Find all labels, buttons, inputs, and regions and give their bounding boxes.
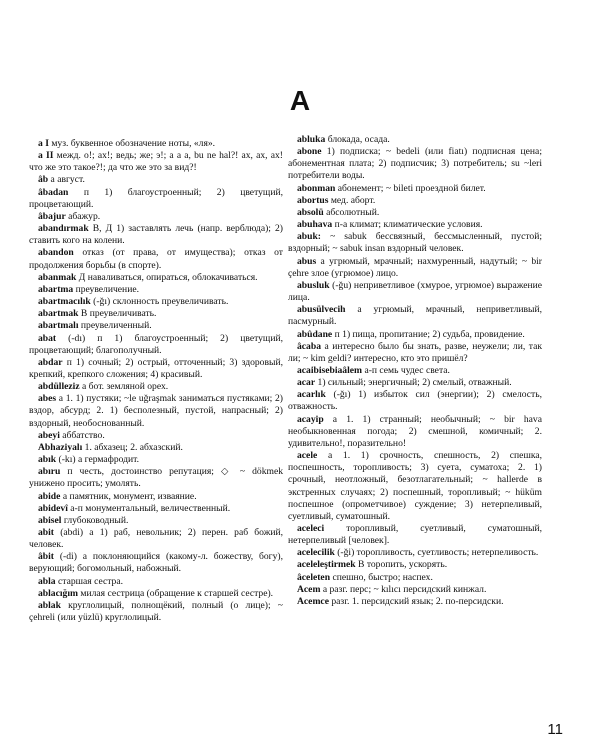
entry-definition: (-ğı) 1) избыток сил (энергии); 2) смелость, отважность. xyxy=(288,389,542,413)
entry-definition: (-ğu) неприветливое (хмурое, угрюмое) выражение лица. xyxy=(288,279,542,304)
dictionary-entry xyxy=(288,523,542,547)
entry-definition: круглолицый, полнощёкий, полный (о лице); ~ çehreli (или yüzlü) круглолицый. xyxy=(29,599,283,624)
entry-definition: абонемент; ~ bileti проездной билет. xyxy=(337,182,486,194)
entry-headword: âbadan xyxy=(38,186,69,198)
dictionary-entry xyxy=(29,430,283,442)
entry-definition: отказ (от права, от имущества); отказ от продолжения борьбы (в спорте). xyxy=(29,247,283,271)
dictionary-entry xyxy=(29,150,283,174)
dictionary-entry xyxy=(29,333,283,357)
dictionary-entry xyxy=(29,247,283,271)
entry-headword: Acemce xyxy=(297,595,329,607)
dictionary-entry xyxy=(288,389,542,413)
entry-headword: abat xyxy=(38,332,57,344)
dictionary-entry xyxy=(29,491,283,503)
entry-headword: abit xyxy=(38,527,54,538)
entry-definition: а интересно было бы знать, разве, неужели; ли, так ли; ~ kim geldi? интересно, кто это пришёл? xyxy=(288,340,542,364)
entry-definition: а-п монументальный, величественный. xyxy=(70,502,231,514)
dictionary-entry xyxy=(29,357,283,381)
entry-definition: (-ği) торопливость, суетливость; нетерпеливость. xyxy=(337,547,539,559)
entry-headword: abes xyxy=(38,393,57,405)
entry-definition: (abdi) а 1) раб, невольник; 2) перен. раб божий, человек. xyxy=(29,527,284,551)
dictionary-entry xyxy=(288,219,542,231)
dictionary-entry xyxy=(29,515,283,527)
dictionary-entry xyxy=(29,442,283,454)
entry-headword: abla xyxy=(38,575,56,587)
dictionary-entry xyxy=(29,381,283,393)
entry-definition: (-di) а поклоняющийся (какому-л. божеству, богу), верующий; богомольный, набожный. xyxy=(29,551,283,575)
entry-definition: п 1) сочный; 2) острый, отточенный; 3) здоровый, крепкий, крепкого сложения; 4) красивый. xyxy=(29,356,283,380)
dictionary-entry xyxy=(288,329,542,341)
entry-definition: а угрюмый, мрачный; нахмуренный, надутый; ~ bir çehre злое (угрюмое) лицо. xyxy=(288,255,542,279)
entry-headword: abıru xyxy=(38,466,61,478)
entry-headword: abandırmak xyxy=(38,223,89,235)
entry-headword: aceleleştirmek xyxy=(297,559,356,571)
entry-headword: acarlık xyxy=(297,389,326,401)
entry-headword: abuk: xyxy=(297,231,321,243)
dictionary-entry xyxy=(288,365,542,377)
entry-definition: 1. абхазец; 2. абхазский. xyxy=(84,441,183,453)
entry-definition: ~ sabuk бессвязный, бессмысленный, пустой; вздорный; ~ sabuk insan вздорный человек. xyxy=(288,231,543,255)
entry-definition: старшая сестра. xyxy=(58,575,123,587)
entry-definition: 1) сильный; энергичный; 2) смелый, отважный. xyxy=(317,377,512,389)
entry-headword: abide xyxy=(38,490,61,502)
entry-headword: Acem xyxy=(297,583,321,595)
entry-definition: В торопить, ускорять. xyxy=(358,559,448,571)
dictionary-entry xyxy=(29,600,283,624)
dictionary-entry xyxy=(29,466,283,490)
entry-definition: глубоководный. xyxy=(63,514,129,526)
entry-headword: abartma xyxy=(38,283,74,295)
dictionary-entry xyxy=(29,308,283,320)
entry-headword: abluka xyxy=(297,134,326,145)
entry-definition: межд. о!; ах!; ведь; же; э!; а а а, bu ne hal?! ах, ах, ах! что же это такое?!; да что же это за вид?! xyxy=(29,150,283,174)
entry-definition: блокада, осада. xyxy=(327,134,390,145)
dictionary-entry xyxy=(288,414,542,450)
entry-definition: муз. буквенное обозначение ноты, «ля». xyxy=(51,138,216,149)
dictionary-entry xyxy=(288,377,542,389)
entry-headword: Abhaziyalı xyxy=(38,441,83,453)
entry-definition: спешно, быстро; наспех. xyxy=(332,571,433,583)
dictionary-entry xyxy=(29,211,283,223)
entry-definition: а 1. 1) странный; необычный; ~ bir hava необыкновенная погода; 2) смешной, комичный; 2. удивительно!, поразительно! xyxy=(288,413,542,449)
entry-definition: а-п семь чудес света. xyxy=(364,364,450,376)
entry-headword: ablak xyxy=(38,599,61,611)
entry-headword: aceleci xyxy=(297,523,325,534)
entry-headword: abûdane xyxy=(297,328,333,340)
dictionary-entry xyxy=(29,174,283,186)
dictionary-entry xyxy=(288,195,542,207)
dictionary-entry xyxy=(288,559,542,571)
entry-headword: abartmacılık xyxy=(38,296,91,308)
entry-headword: a II xyxy=(38,150,54,162)
page-number: 11 xyxy=(547,721,563,738)
entry-headword: âceleten xyxy=(297,571,331,583)
entry-definition: п 1) пища, пропитание; 2) судьба, провидение. xyxy=(334,328,525,340)
entry-definition: В, Д 1) заставлять лечь (напр. верблюда); 2) ставить кого на колени. xyxy=(29,223,283,247)
entry-definition: абсолютный. xyxy=(326,206,380,218)
entry-headword: abık xyxy=(38,454,57,466)
dictionary-entry xyxy=(288,280,542,304)
entry-headword: abdülleziz xyxy=(38,381,80,393)
right-column xyxy=(288,134,542,608)
dictionary-entry xyxy=(29,454,283,466)
dictionary-entry xyxy=(29,588,283,600)
entry-headword: abanmak xyxy=(38,271,77,283)
dictionary-entry xyxy=(29,527,283,551)
entry-definition: п честь, достоинство репутация; ◇ ~ dökmek унижено просить; умолять. xyxy=(29,466,284,490)
entry-definition: а август. xyxy=(50,174,85,186)
section-letter-heading: A xyxy=(289,85,311,116)
dictionary-entry xyxy=(288,256,542,280)
entry-headword: abisel xyxy=(38,514,62,526)
entry-headword: absolü xyxy=(297,206,324,218)
dictionary-entry xyxy=(288,134,542,146)
entry-definition: а угрюмый, мрачный, неприветливый, пасмурный. xyxy=(288,304,542,328)
dictionary-entry xyxy=(29,320,283,332)
dictionary-entry xyxy=(29,223,283,247)
entry-definition: а бот. земляной орех. xyxy=(81,381,169,393)
dictionary-entry xyxy=(29,296,283,308)
entry-definition: а памятник, монумент, изваяние. xyxy=(62,490,197,502)
dictionary-entry xyxy=(29,187,283,211)
entry-headword: abusluk xyxy=(297,279,330,291)
dictionary-entry xyxy=(288,341,542,365)
entry-headword: abdar xyxy=(38,356,63,368)
dictionary-entry xyxy=(288,596,542,608)
entry-definition: милая сестрица (обращение к старшей сестре). xyxy=(80,587,274,599)
entry-headword: abidevî xyxy=(38,502,68,514)
entry-headword: acaibisebiaâlem xyxy=(297,364,363,376)
entry-headword: abuhava xyxy=(297,219,333,231)
entry-definition: торопливый, суетливый, суматошный, нетерпеливый [человек]. xyxy=(288,523,542,547)
entry-definition: разг. 1. персидский язык; 2. по-персидски. xyxy=(331,595,504,607)
entry-headword: acelecilik xyxy=(297,547,335,559)
entry-definition: аббатство. xyxy=(62,429,105,441)
entry-headword: acayip xyxy=(297,413,324,425)
entry-definition: п-а климат; климатические условия. xyxy=(334,219,483,231)
entry-headword: abeyi xyxy=(38,429,60,441)
entry-definition: п 1) благоустроенный; 2) цветущий, процветающий. xyxy=(29,186,283,210)
entry-definition: (-ğı) склонность преувеличивать. xyxy=(93,296,229,308)
entry-definition: 1) подписка; ~ bedeli (или fiatı) подписная цена; абонементная плата; 2) подписчик; 3) потребитель; su ~leri потребители воды. xyxy=(288,146,542,182)
entry-headword: abus xyxy=(297,255,317,267)
dictionary-entry xyxy=(29,272,283,284)
dictionary-entry xyxy=(29,393,283,429)
dictionary-entry xyxy=(29,503,283,515)
dictionary-entry xyxy=(29,576,283,588)
entry-headword: abortus xyxy=(297,194,329,206)
entry-definition: преувеличение. xyxy=(75,283,139,295)
entry-headword: abone xyxy=(297,146,322,158)
entry-headword: âcaba xyxy=(297,340,321,352)
entry-headword: abandon xyxy=(38,247,74,259)
entry-headword: âbit xyxy=(38,551,54,563)
dictionary-entry xyxy=(288,547,542,559)
entry-headword: a I xyxy=(38,138,49,149)
dictionary-entry xyxy=(288,207,542,219)
entry-headword: ablacığım xyxy=(38,587,78,599)
entry-definition: (-dı) п 1) благоустроенный; 2) цветущий, процветающий; благополучный. xyxy=(29,332,283,356)
dictionary-entry xyxy=(29,284,283,296)
dictionary-entry xyxy=(288,183,542,195)
dictionary-entry xyxy=(288,304,542,328)
entry-definition: В преувеличивать. xyxy=(80,308,157,320)
dictionary-entry xyxy=(288,450,542,523)
entry-headword: abusülvecih xyxy=(297,304,346,316)
dictionary-entry xyxy=(288,146,542,182)
entry-definition: мед. аборт. xyxy=(330,194,376,206)
dictionary-entry xyxy=(288,584,542,596)
entry-headword: âb xyxy=(38,174,49,186)
entry-definition: преувеличенный. xyxy=(80,320,152,332)
entry-headword: abartmalı xyxy=(38,320,79,332)
entry-headword: acar xyxy=(297,377,316,389)
entry-definition: а 1. 1) срочность, спешность, 2) спешка, поспешность, торопливость; 3) суета, суматоха; 2. 1) срочный, неотложный, безотлагательный; ~ hallerde в экстренных случаях; 2) поспешный, торопливый; ~ hüküm поспешное (опрометчивое) суждение; 3) нетерпеливый, суетливый, суматошный. xyxy=(288,450,543,522)
dictionary-entry xyxy=(288,572,542,584)
entry-headword: abartmak xyxy=(38,308,79,320)
entry-definition: а разг. перс; ~ kılıcı персидский кинжал. xyxy=(322,583,487,595)
entry-definition: абажур. xyxy=(68,210,101,222)
dictionary-entry xyxy=(29,551,283,575)
entry-definition: а 1. 1) пустяки; ~le uğraşmak заниматься пустяками; 2) вздор, абсурд; 2. 1) бесполезный, пустой, напрасный; 2) вздорный, необоснованный. xyxy=(29,393,283,429)
entry-definition: Д наваливаться, опираться, облокачиваться. xyxy=(78,271,258,283)
dictionary-entry xyxy=(288,231,542,255)
dictionary-entry xyxy=(29,138,283,150)
entry-definition: (-kı) а гермафродит. xyxy=(58,454,140,466)
entry-headword: acele xyxy=(297,450,318,462)
left-column xyxy=(29,138,283,624)
entry-headword: âbajur xyxy=(38,210,66,222)
entry-headword: abonman xyxy=(297,182,336,194)
